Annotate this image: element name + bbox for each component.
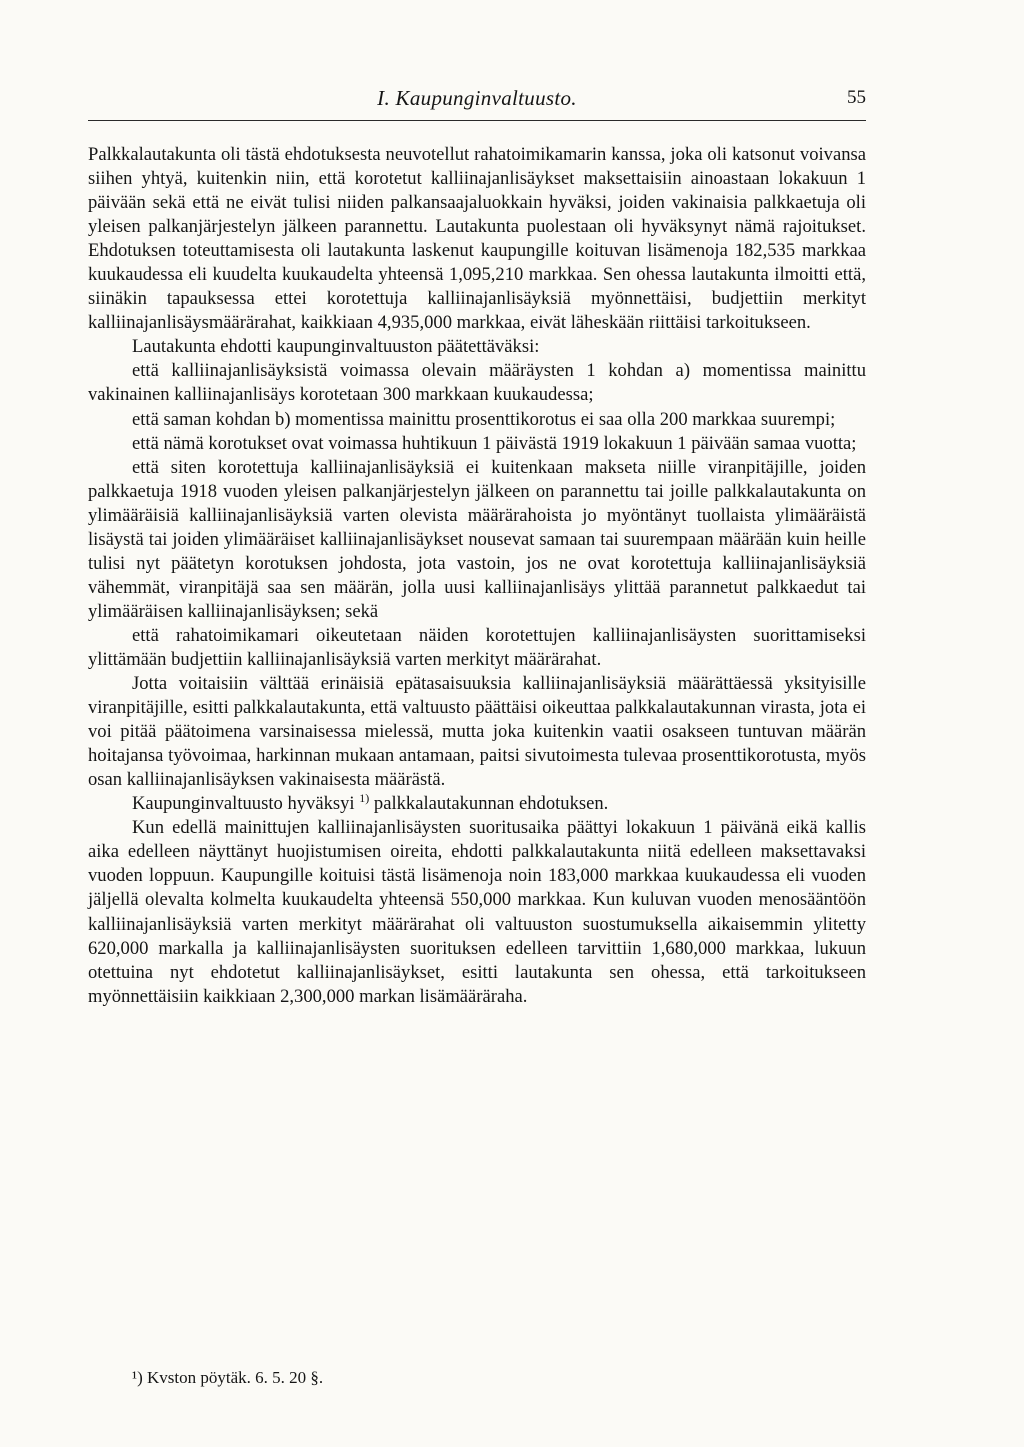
paragraph-text: palkkalautakunnan ehdotuksen. xyxy=(373,793,609,815)
paragraph: Kun edellä mainittujen kalliinajanlisäysten suoritusaika päättyi lokakuun 1 päivänä eikä kallis aika edelleen näyttänyt huojistumisen oireita, ehdotti palkkalautakunta niitä edelleen maksettavaksi vuoden loppuun. Kaupungille koituisi tästä lisämenoja noin 183,000 markkaa kuukaudessa eli vuoden jäljellä olevalta kolmelta kuukaudelta yhteensä 550,000 markkaa. Kun kuluvan vuoden menosääntöön kalliinajanlisäyksiä varten merkityt määrärahat oli valtuuston suostumuksella aikaisemmin ylitetty 620,000 markalla ja kalliinajanlisäysten suorituksen edelleen tarvittiin 1,680,000 markkaa, lukuun otettuina nyt ehdotetut kalliinajanlisäykset, esitti lautakunta sen ohessa, että tarkoitukseen myönnettäisiin kaikkiaan 2,300,000 markan lisämääräraha. xyxy=(88,817,866,1007)
body-text xyxy=(88,143,866,1009)
paragraph: että siten korotettuja kalliinajanlisäyksiä ei kuitenkaan makseta niille viranpitäjille, joiden palkkaetuja 1918 vuoden yleisen palkanjärjestelyn jälkeen on parannettu tai joille palkkalautakunta on ylimääräisiä kalliinajanlisäyksiä varten olevista määrärahoista jo myöntänyt tuollaista ylimääräistä lisäystä tai joiden ylimääräiset kalliinajanlisäykset nousevat samaan tai suurempaan määrään kuin heille tulisi nyt päätetyn korotuksen johdosta, jota vastoin, jos ne ovat korotettuja kalliinajanlisäyksiä vähemmät, viranpitäjä saa sen määrän, jolla uusi kalliinajanlisäys ylittää parannetut palkkaedut tai ylimääräisen kalliinajanlisäyksen; sekä xyxy=(88,456,866,622)
running-header xyxy=(88,86,866,120)
paragraph: että nämä korotukset ovat voimassa huhtikuun 1 päivästä 1919 lokakuun 1 päivään samaa vuotta; xyxy=(132,432,857,454)
paragraph: että rahatoimikamari oikeutetaan näiden korotettujen kalliinajanlisäysten suorittamiseksi ylittämään budjettiin kalliinajanlisäyksiä varten merkityt määrärahat. xyxy=(88,624,866,670)
running-title: I. Kaupunginvaltuusto. xyxy=(377,86,577,110)
paragraph: Lautakunta ehdotti kaupunginvaltuuston päätettäväksi: xyxy=(132,336,540,358)
paragraph: Jotta voitaisiin välttää erinäisiä epätasaisuuksia kalliinajanlisäyksiä määrättäessä yksityisille viranpitäjille, esitti palkkalautakunta, että valtuusto päättäisi oikeuttaa palkkalautakunnan virasta, jota ei voi pitää päätoimena varsinaisessa mielessä, mutta joka kuitenkin vaatii osakseen tuntuvan määrän hoitajansa työvoimaa, harkinnan mukaan antamaan, paitsi sivutoimesta tulevaa prosenttikorotusta, myös osan kalliinajanlisäyksen vakinaisesta määrästä. xyxy=(88,673,866,791)
footnote-marker: ¹) xyxy=(132,1368,143,1387)
footnote xyxy=(132,1368,323,1388)
paragraph xyxy=(88,792,866,816)
header-rule xyxy=(88,120,866,121)
page-number: 55 xyxy=(847,87,866,108)
footnote-reference: 1) xyxy=(359,791,370,806)
paragraph: Palkkalautakunta oli tästä ehdotuksesta neuvotellut rahatoimikamarin kanssa, joka oli katsonut voivansa siihen yhtyä, kuitenkin niin, että korotetut kalliinajanlisäykset maksettaisiin ainoastaan lokakuun 1 päivään sekä että ne eivät tulisi niiden palkansaajaluokkain hyväksi, joiden vakinaisia palkkaetuja oli yleisen palkanjärjestelyn jälkeen parannettu. Lautakunta puolestaan oli hyväksynyt nämä rajoitukset. Ehdotuksen toteuttamisesta oli lautakunta laskenut kaupungille koituvan lisämenoja 182,535 markkaa kuukaudessa eli kuudelta kuukaudelta yhteensä 1,095,210 markkaa. Sen ohessa lautakunta ilmoitti että, siinäkin tapauksessa ettei korotettuja kalliinajanlisäyksiä myönnettäisi, budjettiin merkityt kalliinajanlisäysmäärärahat, kaikkiaan 4,935,000 markkaa, eivät läheskään riittäisi tarkoitukseen. xyxy=(88,144,866,334)
footnote-text: Kvston pöytäk. 6. 5. 20 §. xyxy=(147,1368,324,1387)
paragraph: että kalliinajanlisäyksistä voimassa olevain määräysten 1 kohdan a) momentissa mainittu vakinainen kalliinajanlisäys korotetaan 300 markkaan kuukaudessa; xyxy=(88,360,866,406)
paragraph-text: Kaupunginvaltuusto hyväksyi xyxy=(132,793,355,815)
paragraph: että saman kohdan b) momentissa mainittu prosenttikorotus ei saa olla 200 markkaa suurempi; xyxy=(132,408,836,430)
